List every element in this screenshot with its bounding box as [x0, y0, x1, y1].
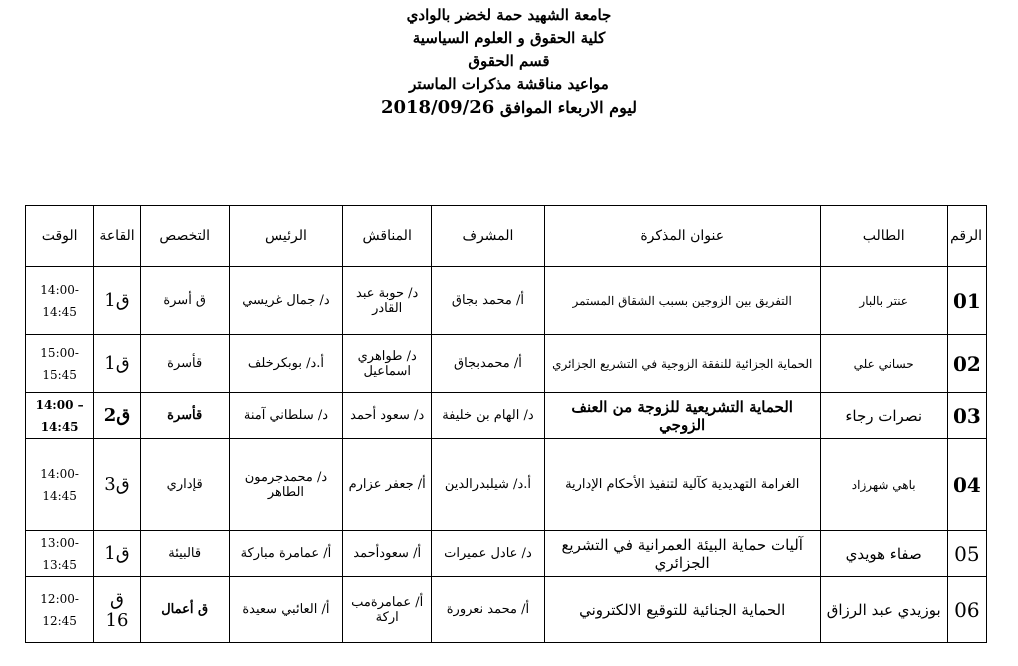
time-end: 14:45	[42, 304, 77, 319]
table-row	[26, 439, 987, 531]
table-row	[26, 335, 987, 393]
cell-time	[26, 267, 94, 335]
time-start: 14:00-	[40, 282, 79, 297]
cell-president: أ.د/ بوبكرخلف	[229, 335, 343, 393]
time-end: 12:45	[42, 613, 77, 628]
cell-supervisor: د/ عادل عميرات	[432, 531, 545, 577]
cell-room: ق 16	[94, 577, 141, 643]
time-end: 14:45	[40, 419, 79, 434]
cell-number: 04	[947, 439, 986, 531]
time-start: 14:00-	[40, 466, 79, 481]
cell-room: ق1	[94, 531, 141, 577]
cell-time	[26, 335, 94, 393]
table-header-row	[26, 206, 987, 267]
date-prefix: ليوم الاربعاء الموافق	[499, 98, 638, 117]
cell-specialty: ق أعمال	[140, 577, 229, 643]
header-student: الطالب	[820, 206, 947, 267]
faculty-name: كلية الحقوق و العلوم السياسية	[412, 29, 606, 47]
cell-student: صفاء هويدي	[820, 531, 947, 577]
cell-time	[26, 393, 94, 439]
header-time: الوقت	[26, 206, 94, 267]
university-name: جامعة الشهيد حمة لخضر بالوادي	[406, 6, 612, 24]
cell-thesis-title: الحماية الجنائية للتوقيع الالكتروني	[544, 577, 820, 643]
cell-thesis-title: التفريق بين الزوجين بسبب الشقاق المستمر	[544, 267, 820, 335]
cell-specialty: قالبيئة	[140, 531, 229, 577]
time-start: 15:00-	[40, 345, 79, 360]
header-supervisor: المشرف	[432, 206, 545, 267]
header-examiner: المناقش	[343, 206, 432, 267]
department-name: قسم الحقوق	[468, 52, 550, 70]
header-thesis-title: عنوان المذكرة	[544, 206, 820, 267]
cell-president: أ/ العائبي سعيدة	[229, 577, 343, 643]
cell-specialty: ق أسرة	[140, 267, 229, 335]
cell-room: ق3	[94, 439, 141, 531]
cell-thesis-title: الحماية الجزائية للنفقة الزوجية في التشريع الجزائري	[544, 335, 820, 393]
cell-room: ق2	[94, 393, 141, 439]
cell-supervisor: أ/ محمد بجاق	[432, 267, 545, 335]
cell-examiner: أ/ سعودأحمد	[343, 531, 432, 577]
document-title: مواعيد مناقشة مذكرات الماستر	[409, 75, 609, 93]
table-row	[26, 577, 987, 643]
cell-examiner: أ/ جعفر عزارم	[343, 439, 432, 531]
cell-number: 05	[947, 531, 986, 577]
header-president: الرئيس	[229, 206, 343, 267]
cell-specialty: قأسرة	[140, 393, 229, 439]
document-header	[0, 4, 1018, 119]
cell-president: د/ محمدجرمون الطاهر	[229, 439, 343, 531]
cell-number: 03	[947, 393, 986, 439]
cell-time	[26, 439, 94, 531]
cell-president: د/ جمال غريسي	[229, 267, 343, 335]
cell-student: بوزيدي عبد الرزاق	[820, 577, 947, 643]
time-end: 15:45	[42, 367, 77, 382]
table-row	[26, 393, 987, 439]
cell-student: حساني علي	[820, 335, 947, 393]
cell-examiner: د/ سعود أحمد	[343, 393, 432, 439]
cell-student: عنتر بالبار	[820, 267, 947, 335]
cell-student: باهي شهرزاد	[820, 439, 947, 531]
cell-examiner: د/ طواهري اسماعيل	[343, 335, 432, 393]
date-line	[0, 96, 1018, 119]
header-specialty: التخصص	[140, 206, 229, 267]
cell-examiner: أ/ عمامرةمب اركة	[343, 577, 432, 643]
cell-number: 06	[947, 577, 986, 643]
time-start: 12:00-	[40, 591, 79, 606]
cell-room: ق1	[94, 267, 141, 335]
cell-supervisor: أ/ محمد نعرورة	[432, 577, 545, 643]
time-start: 14:00 –	[35, 397, 84, 412]
cell-student: نصرات رجاء	[820, 393, 947, 439]
time-end: 13:45	[42, 557, 77, 572]
cell-examiner: د/ حوبة عبد القادر	[343, 267, 432, 335]
date-value: 2018/09/26	[380, 97, 495, 118]
cell-supervisor: أ/ محمدبجاق	[432, 335, 545, 393]
header-number: الرقم	[947, 206, 986, 267]
cell-supervisor: د/ الهام بن خليفة	[432, 393, 545, 439]
cell-thesis-title: الحماية التشريعية للزوجة من العنف الزوجي	[544, 393, 820, 439]
cell-room: ق1	[94, 335, 141, 393]
cell-number: 01	[947, 267, 986, 335]
time-end: 14:45	[42, 488, 77, 503]
cell-president: أ/ عمامرة مباركة	[229, 531, 343, 577]
table-row	[26, 531, 987, 577]
cell-time	[26, 577, 94, 643]
cell-thesis-title: الغرامة التهديدية كآلية لتنفيذ الأحكام الإدارية	[544, 439, 820, 531]
cell-number: 02	[947, 335, 986, 393]
cell-thesis-title: آليات حماية البيئة العمرانية في التشريع الجزائري	[544, 531, 820, 577]
cell-specialty: قإداري	[140, 439, 229, 531]
header-room: القاعة	[94, 206, 141, 267]
defense-schedule-table	[25, 205, 987, 643]
cell-supervisor: أ.د/ شيلبدرالدين	[432, 439, 545, 531]
time-start: 13:00-	[40, 535, 79, 550]
cell-specialty: قأسرة	[140, 335, 229, 393]
cell-time	[26, 531, 94, 577]
cell-president: د/ سلطاني آمنة	[229, 393, 343, 439]
table-row	[26, 267, 987, 335]
